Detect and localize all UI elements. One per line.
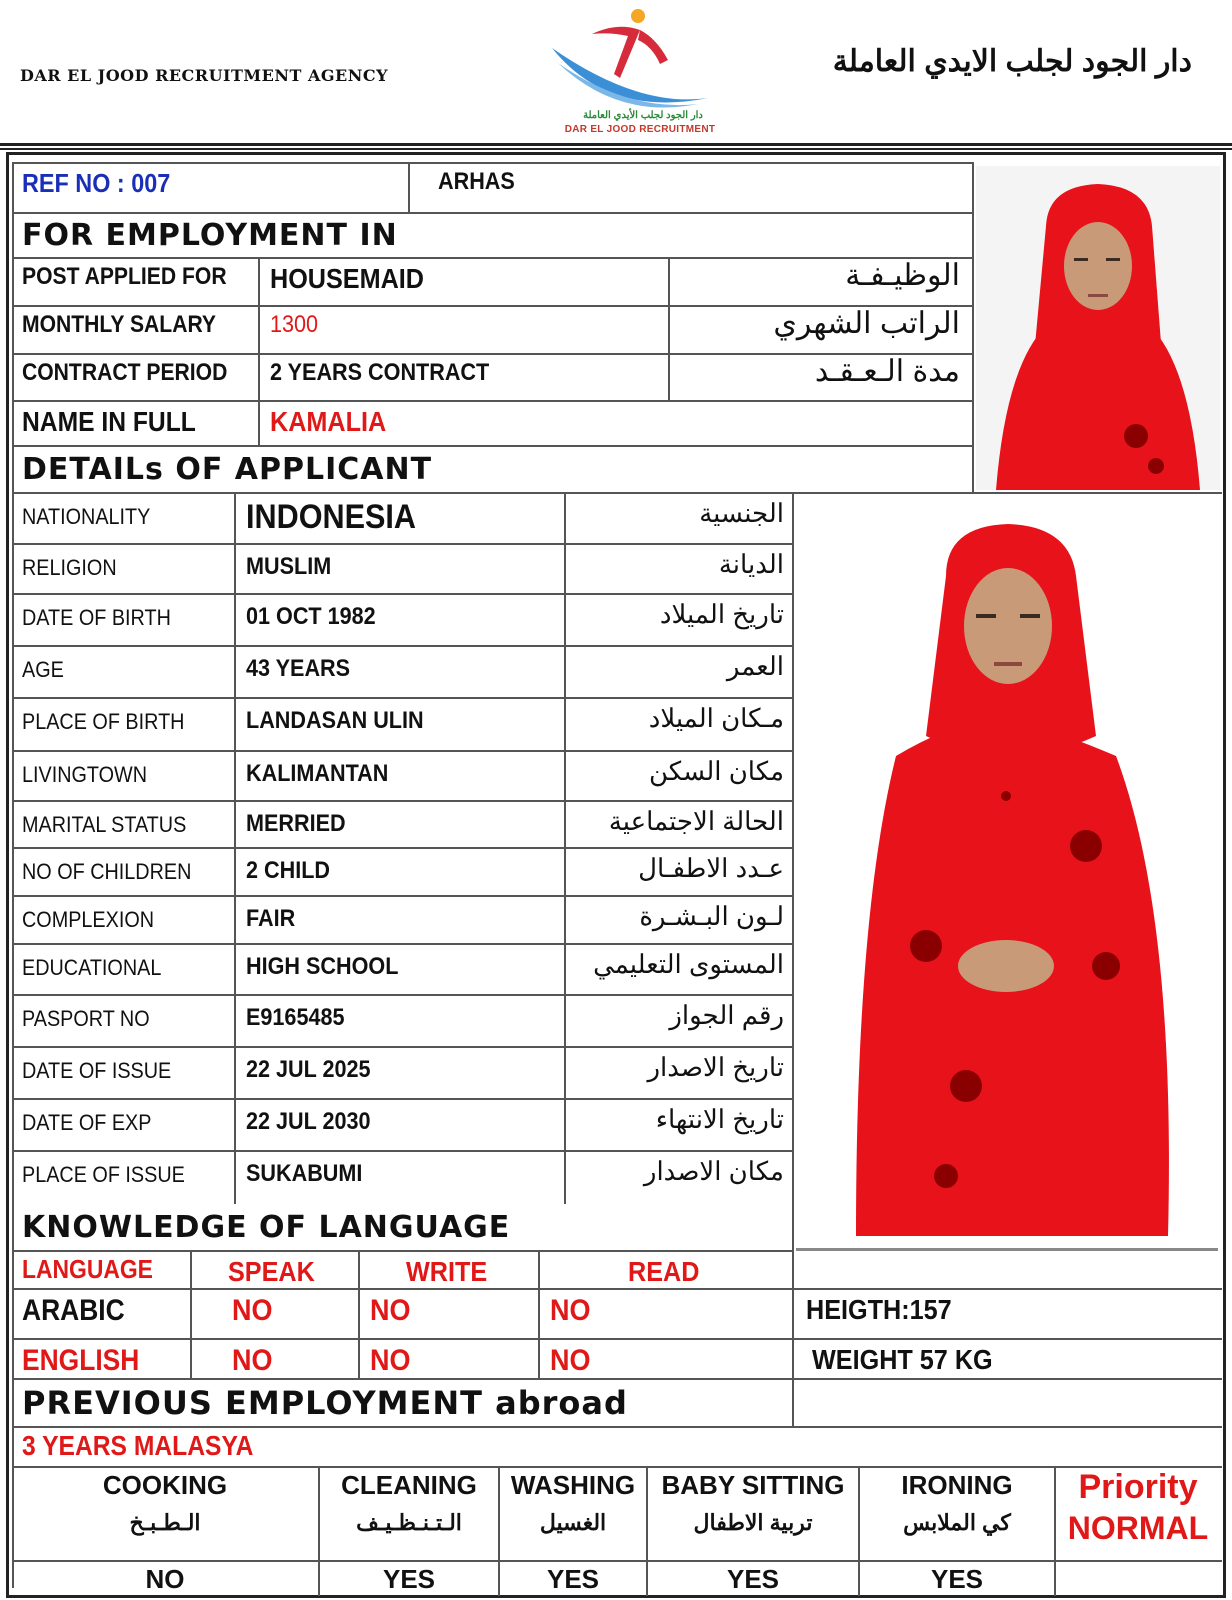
skill-value: YES [930,1564,984,1594]
post-label: POST APPLIED FOR [22,263,227,290]
grid-line [12,162,974,164]
detail-label: NO OF CHILDREN [22,859,192,884]
salary-value: 1300 [270,311,319,338]
skill-name-ar: الـتـنـظـيـف [356,1510,462,1535]
detail-label: DATE OF ISSUE [22,1058,172,1083]
grid-line [12,162,14,1588]
detail-label: PLACE OF ISSUE [22,1162,185,1187]
post-ar: الوظيـفـة [845,259,960,292]
skill-name-ar: الغسيل [539,1510,607,1535]
detail-label-ar: لـون البـشـرة [639,901,784,931]
detail-value: E9165485 [246,1004,345,1031]
priority-value: NORMAL [1067,1510,1209,1546]
contract-value: 2 YEARS CONTRACT [270,359,490,386]
language-section-title: KNOWLEDGE OF LANGUAGE [22,1210,511,1245]
grid-line [12,800,794,802]
grid-line [12,1426,1222,1428]
post-value: HOUSEMAID [270,263,425,294]
detail-label-ar: تاريخ الانتهاء [655,1104,784,1134]
skill-name: CLEANING [341,1470,477,1500]
agency-name-en: DAR EL JOOD RECRUITMENT AGENCY [20,66,388,85]
detail-label-ar: مـكان الميلاد [648,703,784,733]
salary-ar: الراتب الشهري [773,307,960,340]
logo-caption-ar: دار الجود لجلب الأيدي العاملة [583,110,703,121]
contract-label: CONTRACT PERIOD [22,359,228,386]
skill-value: YES [546,1564,600,1594]
grid-line [12,1250,794,1252]
detail-value: KALIMANTAN [246,760,389,787]
employment-section-title: FOR EMPLOYMENT IN [22,218,398,253]
grid-line [12,1288,1222,1290]
detail-label-ar: مكان الاصدار [643,1156,784,1186]
skill-name: BABY SITTING [661,1470,845,1500]
grid-line [12,1150,794,1152]
grid-line [12,543,794,545]
grid-line [538,1250,540,1378]
skill-name-ar: الـطـبـخ [129,1510,201,1535]
grid-line [12,994,794,996]
grid-line [12,1338,1222,1340]
full-name-value: KAMALIA [270,406,387,437]
priority-label: Priority [1078,1468,1198,1506]
grid-line [12,1466,1222,1468]
detail-label: PASPORT NO [22,1006,150,1031]
detail-value: FAIR [246,905,296,932]
height-value: HEIGTH:157 [806,1294,952,1325]
detail-label: DATE OF BIRTH [22,605,171,630]
language-arabic: ARABIC [22,1294,125,1327]
detail-label-ar: الجنسية [699,498,784,528]
skill-name: WASHING [510,1470,636,1500]
detail-value: 43 YEARS [246,655,351,682]
grid-line [12,445,974,447]
applicant-portrait-photo [976,166,1220,490]
detail-label-ar: الحالة الاجتماعية [608,806,784,836]
grid-line [258,257,260,445]
language-header-speak: SPEAK [228,1256,315,1287]
skill-value: NO [145,1564,185,1594]
detail-label-ar: عـدد الاطفـال [638,853,784,883]
detail-label: DATE OF EXP [22,1110,152,1135]
detail-label: PLACE OF BIRTH [22,709,185,734]
detail-label: EDUCATIONAL [22,955,162,980]
detail-label-ar: تاريخ الميلاد [659,599,784,629]
english-write: NO [370,1344,411,1377]
grid-line [12,697,794,699]
grid-line [12,895,794,897]
detail-value: INDONESIA [246,498,417,536]
logo-caption-en: DAR EL JOOD RECRUITMENT [564,124,716,135]
detail-label-ar: رقم الجواز [669,1000,784,1030]
skill-name: COOKING [102,1470,228,1500]
english-read: NO [550,1344,591,1377]
previous-employment-title: PREVIOUS EMPLOYMENT abroad [22,1384,628,1422]
previous-employment-value: 3 YEARS MALASYA [22,1430,254,1461]
grid-line [12,593,794,595]
detail-label: RELIGION [22,555,117,580]
detail-label-ar: المستوى التعليمي [593,949,784,979]
header-divider [0,143,1232,146]
detail-value: MUSLIM [246,553,332,580]
grid-line [12,645,794,647]
grid-line [668,257,670,400]
grid-line [408,162,410,212]
grid-line [12,400,974,402]
language-english: ENGLISH [22,1344,140,1377]
detail-label: MARITAL STATUS [22,812,187,837]
grid-line [358,1250,360,1378]
arabic-read: NO [550,1294,591,1327]
grid-line [12,1046,794,1048]
language-header-write: WRITE [406,1256,488,1287]
grid-line [12,1378,1222,1380]
detail-label: COMPLEXION [22,907,155,932]
detail-value: HIGH SCHOOL [246,953,399,980]
detail-value: LANDASAN ULIN [246,707,424,734]
ref-number: REF NO : 007 [22,168,171,198]
grid-line [12,847,794,849]
language-header-read: READ [628,1256,700,1287]
detail-value: 22 JUL 2025 [246,1056,371,1083]
salary-label: MONTHLY SALARY [22,311,217,338]
detail-label-ar: تاريخ الاصدار [647,1052,784,1082]
detail-value: SUKABUMI [246,1160,363,1187]
weight-value: WEIGHT 57 KG [812,1344,993,1375]
skill-name: IRONING [901,1470,1013,1500]
detail-label: LIVINGTOWN [22,762,148,787]
detail-value: 01 OCT 1982 [246,603,376,630]
detail-value: MERRIED [246,810,346,837]
arabic-speak: NO [232,1294,273,1327]
skill-value: YES [726,1564,780,1594]
language-header-language: LANGUAGE [22,1254,153,1284]
agency-name-ar: دار الجود لجلب الايدي العاملة [832,45,1192,78]
detail-label-ar: الديانة [718,549,784,579]
skill-name-ar: كي الملابس [903,1510,1011,1535]
header-divider-2 [0,148,1232,150]
detail-label: NATIONALITY [22,504,151,529]
skill-name-ar: تربية الاطفال [693,1510,813,1535]
detail-label: AGE [22,657,64,682]
detail-label-ar: مكان السكن [648,756,784,786]
details-section-title: DETAILs OF APPLICANT [22,452,433,487]
english-speak: NO [232,1344,273,1377]
name-label: NAME IN FULL [22,406,196,437]
grid-line [12,212,974,214]
detail-label-ar: العمر [726,651,784,681]
applicant-full-body-photo [796,496,1218,1276]
grid-line [792,492,794,1426]
applicant-short-name: ARHAS [438,168,515,195]
detail-value: 2 CHILD [246,857,331,884]
grid-line [12,1098,794,1100]
grid-line [12,943,794,945]
grid-line [12,492,1222,494]
contract-ar: مدة الـعـقـد [814,355,960,388]
arabic-write: NO [370,1294,411,1327]
grid-line [12,750,794,752]
grid-line [12,257,974,259]
grid-line [12,1560,1222,1562]
detail-value: 22 JUL 2030 [246,1108,371,1135]
skill-value: YES [382,1564,436,1594]
grid-line [190,1250,192,1378]
